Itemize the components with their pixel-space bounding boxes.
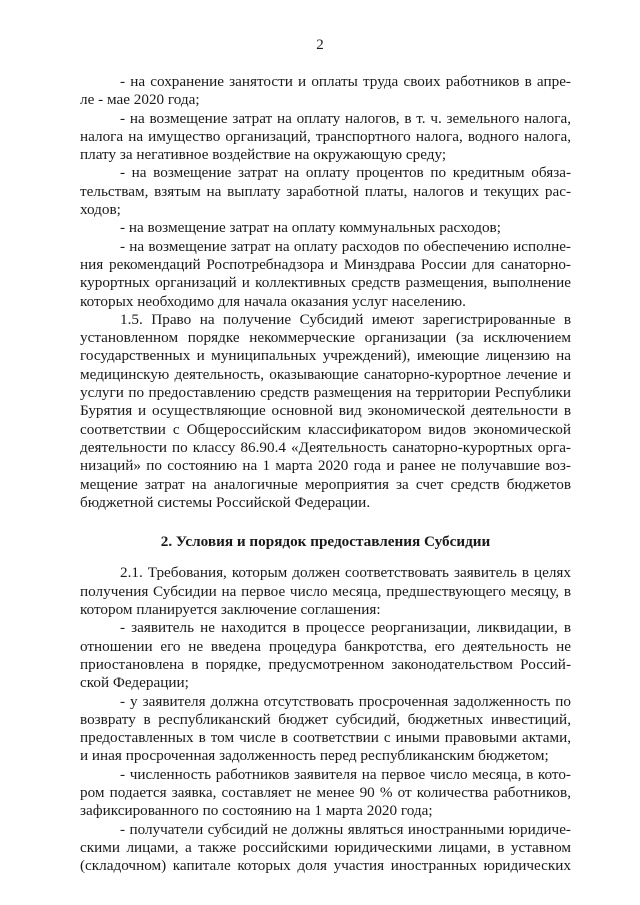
text-line: - у заявителя должна отсутствовать просроченная задолженность по <box>120 692 571 710</box>
text-line: государственных и муниципальных учреждений), имеющие лицензию на <box>80 347 571 365</box>
paragraph <box>80 564 571 619</box>
text-line: 2.1. Требования, которым должен соответствовать заявитель в целях <box>120 564 571 582</box>
text-line: которых необходимо для начала оказания услуг населению. <box>80 292 466 310</box>
paragraph <box>80 238 571 311</box>
text-line: возврату в республиканский бюджет субсидий, бюджетных инвестиций, <box>80 710 571 728</box>
text-line: ния рекомендаций Роспотребнадзора и Минздрава России для санаторно- <box>80 255 571 273</box>
text-line: медицинскую деятельность, оказывающие санаторно-курортное лечение и <box>80 365 571 383</box>
paragraph <box>80 766 571 821</box>
text-line: ходов; <box>80 201 121 219</box>
text-line: 1.5. Право на получение Субсидий имеют зарегистрированные в <box>120 310 571 328</box>
spacer <box>80 551 571 564</box>
page-number: 2 <box>316 37 324 53</box>
paragraph <box>80 693 571 766</box>
spacer <box>80 512 571 533</box>
text-line: - заявитель не находится в процессе реорганизации, ликвидации, в <box>120 619 571 637</box>
paragraph <box>80 110 571 165</box>
text-line: отношении его не введена процедура банкротства, его деятельность не <box>80 637 571 655</box>
text-line: Бурятия и осуществляющие основной вид экономической деятельности в <box>80 402 571 420</box>
paragraph <box>80 73 571 110</box>
paragraph <box>80 219 571 237</box>
text-line: - на возмещение затрат на оплату процентов по кредитным обяза- <box>120 164 571 182</box>
text-line: скими лицами, а также российскими юридическими лицами, в уставном <box>80 838 571 856</box>
text-line: - на возмещение затрат на оплату расходов по обеспечению исполне- <box>120 237 571 255</box>
text-line: ром подается заявка, составляет не менее 90 % от количества работников, <box>80 783 571 801</box>
text-line: деятельности по классу 86.90.4 «Деятельность санаторно-курортных орга- <box>80 438 571 456</box>
text-line: соответствии с Общероссийским классификатором видов экономической <box>80 420 571 438</box>
text-line: налога на имущество организаций, транспортного налога, водного налога, <box>80 127 571 145</box>
paragraph <box>80 619 571 692</box>
paragraph <box>80 821 571 876</box>
text-line: (складочном) капитале которых доля участия иностранных юридических <box>80 857 571 875</box>
text-line: бюджетной системы Российской Федерации. <box>80 493 371 511</box>
section-heading: 2. Условия и порядок предоставления Субсидии <box>160 533 491 551</box>
text-line: мещение затрат на аналогичные мероприятия за счет средств бюджетов <box>80 475 571 493</box>
text-line: зафиксированного по состоянию на 1 марта 2020 года; <box>80 802 433 820</box>
paragraph <box>80 311 571 512</box>
text-line: - на возмещение затрат на оплату налогов, в т. ч. земельного налога, <box>120 109 571 127</box>
text-line: котором планируется заключение соглашения: <box>80 601 381 619</box>
text-line: плату за негативное воздействие на окружающую среду; <box>80 146 447 164</box>
paragraph <box>80 164 571 219</box>
text-line: установленном порядке некоммерческие организации (за исключением <box>80 329 571 347</box>
text-line: - на возмещение затрат на оплату коммунальных расходов; <box>120 219 501 237</box>
text-line: тельствам, взятым на выплату заработной платы, налогов и текущих рас- <box>80 182 571 200</box>
text-line: низаций» по состоянию на 1 марта 2020 года и ранее не получавшие воз- <box>80 457 571 475</box>
text-line: и иная просроченная задолженность перед республиканским бюджетом; <box>80 747 549 765</box>
document-body <box>80 73 571 875</box>
text-line: - получатели субсидий не должны являться иностранными юридиче- <box>120 820 571 838</box>
text-line: - на сохранение занятости и оплаты труда своих работников в апре- <box>120 73 571 90</box>
text-line: приостановлена в порядке, предусмотренном законодательством Россий- <box>80 655 571 673</box>
text-line: услуги по предоставлению средств размещения на территории Республики <box>80 384 571 402</box>
text-line: курортных организаций и коллективных средств размещения, выполнение <box>80 274 571 292</box>
text-line: предоставленных в том числе в соответствии с иными правовыми актами, <box>80 729 571 747</box>
text-line: получения Субсидии на первое число месяца, предшествующего месяцу, в <box>80 582 571 600</box>
text-line: ле - мае 2020 года; <box>80 91 200 109</box>
text-line: - численность работников заявителя на первое число месяца, в кото- <box>120 765 571 783</box>
text-line: ской Федерации; <box>80 674 189 692</box>
